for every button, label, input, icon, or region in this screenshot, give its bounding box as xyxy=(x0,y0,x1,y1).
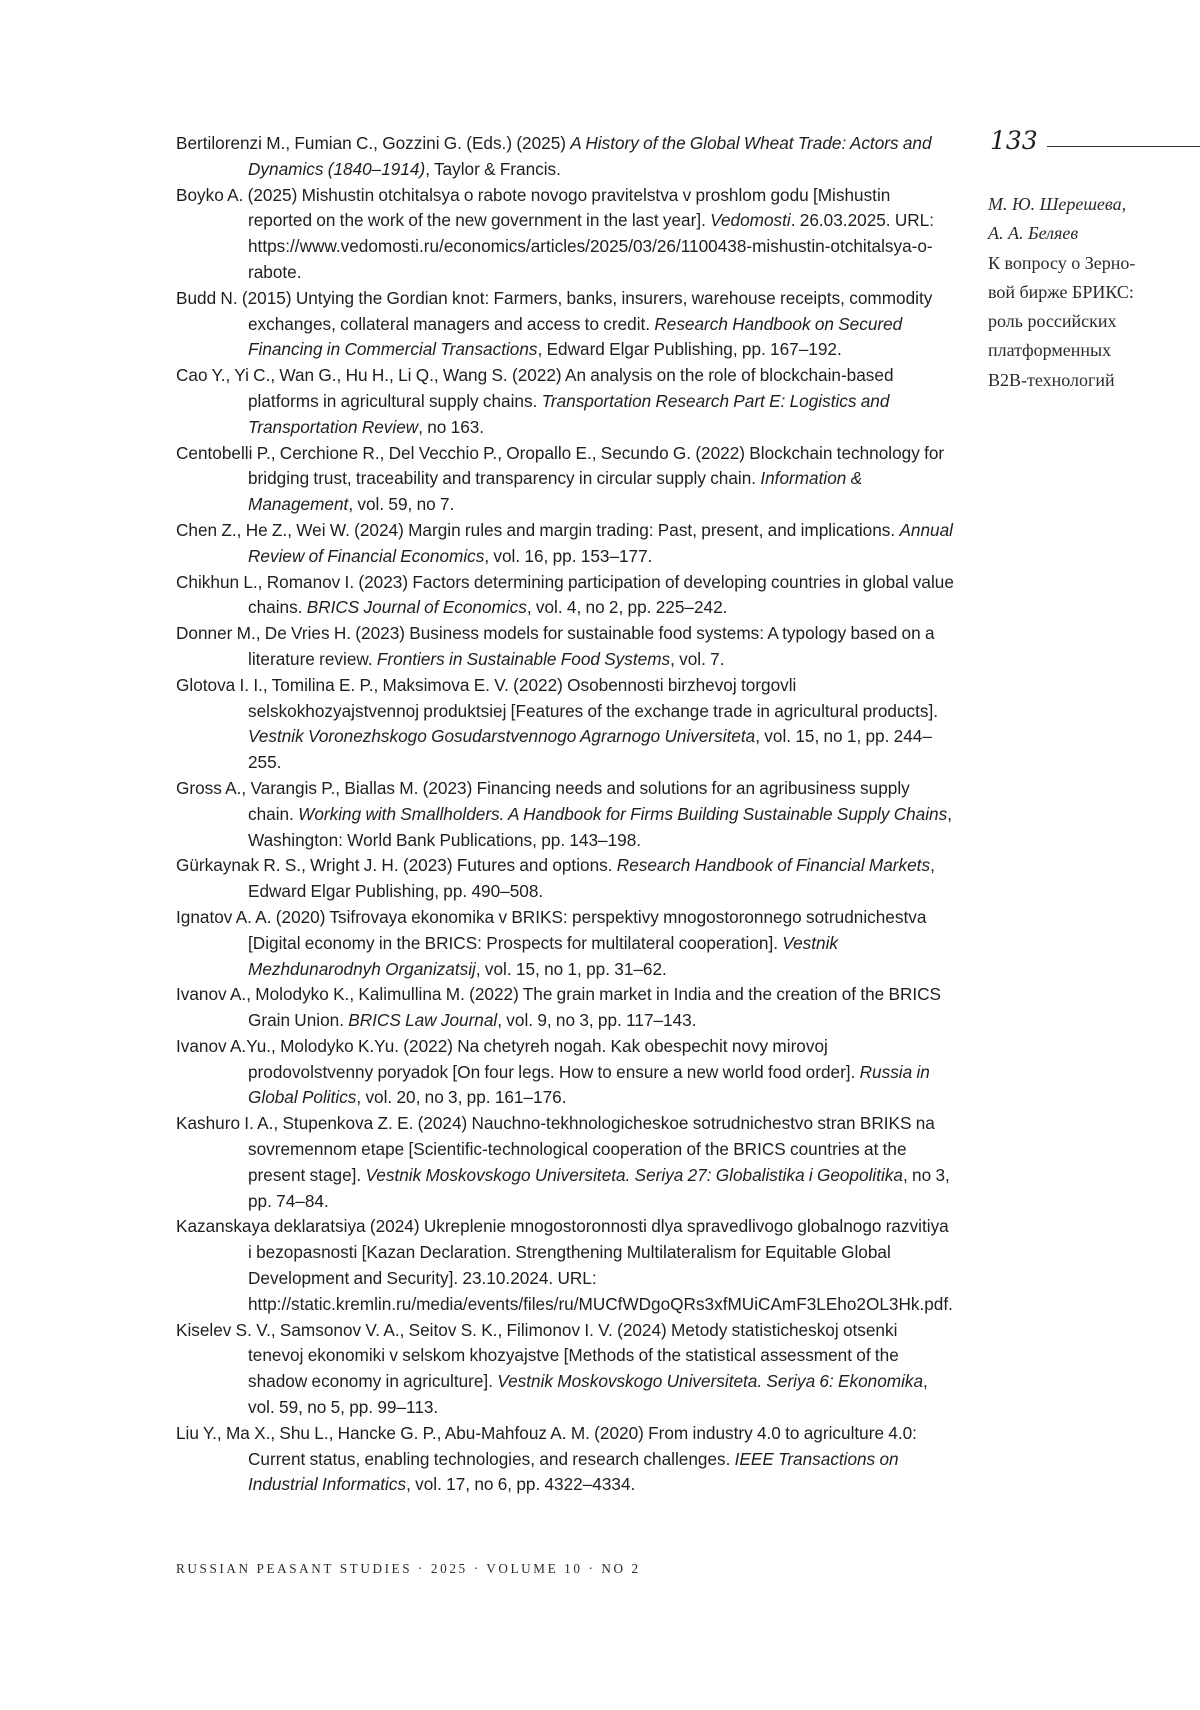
reference-item xyxy=(176,982,956,1034)
reference-text: , no 163. xyxy=(418,417,484,437)
reference-text: , vol. 7. xyxy=(670,649,724,669)
reference-text: , vol. 15, no 1, pp. 31–62. xyxy=(476,959,667,979)
reference-item xyxy=(176,131,956,183)
reference-list xyxy=(176,131,956,1498)
reference-text: Centobelli P., Cerchione R., Del Vecchio P., Oropallo E., Secundo G. (2022) Blockchain technology for bridging trust, traceability and transparency in circular supply chain. xyxy=(176,443,944,489)
reference-text: , vol. 9, no 3, pp. 117–143. xyxy=(497,1010,696,1030)
sidebar-author-2: А. А. Беляев xyxy=(988,219,1188,248)
reference-item xyxy=(176,570,956,622)
reference-text: , vol. 15, no 1, pp. 244–255. xyxy=(248,726,932,772)
reference-item xyxy=(176,183,956,286)
sidebar-title-line: B2B-технологий xyxy=(988,366,1188,395)
reference-source-title: Russia in Global Politics xyxy=(248,1062,930,1108)
reference-item xyxy=(176,518,956,570)
page-number: 133 xyxy=(990,126,1038,155)
reference-item xyxy=(176,1214,956,1317)
reference-item xyxy=(176,1111,956,1214)
reference-text: Budd N. (2015) Untying the Gordian knot: Farmers, banks, insurers, warehouse receipts, commodity exchanges, collateral managers and access to credit. xyxy=(176,288,932,334)
reference-source-title: Frontiers in Sustainable Food Systems xyxy=(377,649,670,669)
reference-item xyxy=(176,905,956,982)
reference-source-title: Vestnik Mezhdunarodnyh Organizatsij xyxy=(248,933,838,979)
sidebar-author-1: М. Ю. Шерешева, xyxy=(988,190,1188,219)
reference-source-title: IEEE Transactions on Industrial Informatics xyxy=(248,1449,899,1495)
reference-text: Kazanskaya deklaratsiya (2024) Ukreplenie mnogostoronnosti dlya spravedlivogo globalnogo razvitiya i bezopasnosti [Kazan Declaration. Strengthening Multilateralism for Equitable Global Development and Security]. 23.10.2024. URL: http://static.kremlin.ru/media/events/files/ru/MUCfWDgoQRs3xfMUiCAmF3LEho2OL3Hk.pdf. xyxy=(176,1216,953,1313)
reference-text: Ignatov A. A. (2020) Tsifrovaya ekonomika v BRIKS: perspektivy mnogostoronnego sotrudnichestva [Digital economy in the BRICS: Prospects for multilateral cooperation]. xyxy=(176,907,926,953)
reference-item xyxy=(176,363,956,440)
reference-text: , Edward Elgar Publishing, pp. 490–508. xyxy=(248,855,935,901)
reference-text: Gürkaynak R. S., Wright J. H. (2023) Futures and options. xyxy=(176,855,617,875)
reference-text: , vol. 59, no 5, pp. 99–113. xyxy=(248,1371,928,1417)
reference-text: , Washington: World Bank Publications, pp. 143–198. xyxy=(248,804,952,850)
reference-text: Boyko A. (2025) Mishustin otchitalsya o rabote novogo pravitelstva v proshlom godu [Mishustin reported on the work of the new government in the last year]. xyxy=(176,185,890,231)
reference-source-title: Transportation Research Part E: Logistics and Transportation Review xyxy=(248,391,889,437)
reference-text: , vol. 17, no 6, pp. 4322–4334. xyxy=(406,1474,635,1494)
reference-text: Chen Z., He Z., Wei W. (2024) Margin rules and margin trading: Past, present, and implications. xyxy=(176,520,899,540)
page-number-rule xyxy=(1047,146,1200,147)
sidebar-title-line: вой бирже БРИКС: xyxy=(988,278,1188,307)
reference-text: Chikhun L., Romanov I. (2023) Factors determining participation of developing countries in global value chains. xyxy=(176,572,954,618)
reference-source-title: BRICS Law Journal xyxy=(348,1010,497,1030)
reference-text: Ivanov A., Molodyko K., Kalimullina M. (2022) The grain market in India and the creation of the BRICS Grain Union. xyxy=(176,984,941,1030)
reference-source-title: Working with Smallholders. A Handbook for Firms Building Sustainable Supply Chains xyxy=(298,804,947,824)
reference-text: Kiselev S. V., Samsonov V. A., Seitov S. K., Filimonov I. V. (2024) Metody statisticheskoj otsenki tenevoj ekonomiki v selskom khozyajstve [Methods of the statistical assessment of the shadow economy in agriculture]. xyxy=(176,1320,899,1392)
reference-item xyxy=(176,1034,956,1111)
reference-item xyxy=(176,776,956,853)
reference-source-title: Research Handbook on Secured Financing in Commercial Transactions xyxy=(248,314,902,360)
reference-item xyxy=(176,853,956,905)
journal-footer: RUSSIAN PEASANT STUDIES · 2025 · VOLUME 10 · NO 2 xyxy=(176,1561,641,1577)
reference-text: , no 3, pp. 74–84. xyxy=(248,1165,950,1211)
reference-item xyxy=(176,441,956,518)
reference-text: . 26.03.2025. URL: https://www.vedomosti.ru/economics/articles/2025/03/26/1100438-mishustin-otchitalsya-o-rabote. xyxy=(248,210,934,282)
reference-text: Glotova I. I., Tomilina E. P., Maksimova E. V. (2022) Osobennosti birzhevoj torgovli selskokhozyajstvennoj produktsiej [Features of the exchange trade in agricultural products]. xyxy=(176,675,938,721)
reference-item xyxy=(176,1421,956,1498)
reference-source-title: BRICS Journal of Economics xyxy=(307,597,527,617)
reference-source-title: Research Handbook of Financial Markets xyxy=(617,855,930,875)
reference-source-title: Vedomosti xyxy=(710,210,791,230)
reference-text: Donner M., De Vries H. (2023) Business models for sustainable food systems: A typology based on a literature review. xyxy=(176,623,935,669)
reference-source-title: Vestnik Moskovskogo Universiteta. Seriya 6: Ekonomika xyxy=(497,1371,923,1391)
reference-text: Gross A., Varangis P., Biallas M. (2023) Financing needs and solutions for an agribusiness supply chain. xyxy=(176,778,910,824)
reference-text: Cao Y., Yi C., Wan G., Hu H., Li Q., Wang S. (2022) An analysis on the role of blockchain-based platforms in agricultural supply chains. xyxy=(176,365,894,411)
sidebar-title-line: роль российских xyxy=(988,307,1188,336)
reference-text: , Edward Elgar Publishing, pp. 167–192. xyxy=(538,339,842,359)
reference-text: , vol. 20, no 3, pp. 161–176. xyxy=(356,1087,566,1107)
reference-text: , vol. 59, no 7. xyxy=(348,494,454,514)
reference-source-title: Information & Management xyxy=(248,468,862,514)
reference-source-title: Vestnik Voronezhskogo Gosudarstvennogo Agrarnogo Universiteta xyxy=(248,726,755,746)
reference-source-title: A History of the Global Wheat Trade: Actors and Dynamics (1840–1914) xyxy=(248,133,932,179)
reference-text: Kashuro I. A., Stupenkova Z. E. (2024) Nauchno-tekhnologicheskoe sotrudnichestvo stran BRIKS na sovremennom etape [Scientific-technological cooperation of the BRICS countries at the present stage]. xyxy=(176,1113,935,1185)
reference-text: Liu Y., Ma X., Shu L., Hancke G. P., Abu-Mahfouz A. M. (2020) From industry 4.0 to agriculture 4.0: Current status, enabling technologies, and research challenges. xyxy=(176,1423,917,1469)
reference-item xyxy=(176,621,956,673)
reference-text: , vol. 4, no 2, pp. 225–242. xyxy=(527,597,728,617)
reference-source-title: Vestnik Moskovskogo Universiteta. Seriya 27: Globalistika i Geopolitika xyxy=(365,1165,903,1185)
reference-text: , vol. 16, pp. 153–177. xyxy=(484,546,652,566)
reference-text: , Taylor & Francis. xyxy=(425,159,561,179)
reference-item xyxy=(176,1318,956,1421)
reference-item xyxy=(176,286,956,363)
reference-text: Bertilorenzi M., Fumian C., Gozzini G. (Eds.) (2025) xyxy=(176,133,570,153)
reference-item xyxy=(176,673,956,776)
reference-source-title: Annual Review of Financial Economics xyxy=(248,520,953,566)
running-header-sidebar xyxy=(988,190,1188,395)
sidebar-title-line: платформенных xyxy=(988,336,1188,365)
sidebar-title-line: К вопросу о Зерно- xyxy=(988,249,1188,278)
reference-text: Ivanov A.Yu., Molodyko K.Yu. (2022) Na chetyreh nogah. Kak obespechit novy mirovoj prodovolstvenny poryadok [On four legs. How to ensure a new world food order]. xyxy=(176,1036,860,1082)
